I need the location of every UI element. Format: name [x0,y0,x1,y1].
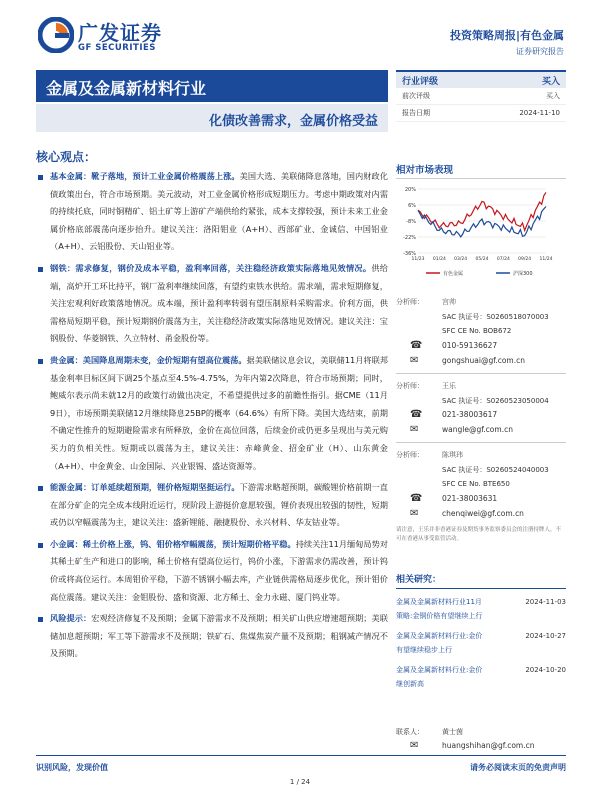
bullet-base-metals [36,168,388,256]
related-item[interactable]: 金属及金属新材料行业11月 策略:金铜价格有望继续上行 2024-11-03 [396,595,566,623]
analyst-phone: ☎ 021-38003631 [410,493,498,504]
report-type: 投资策略周报|有色金属 [449,29,564,42]
company-logo [38,15,188,55]
core-views-title: 核心观点： [36,150,97,164]
bullet-marker-icon [38,617,43,622]
email-icon: ✉ [410,740,419,751]
chart-title: 相对市场表现 [396,165,454,176]
related-research [396,572,566,697]
logo-text-cn: 广发证券 [78,21,162,45]
y-tick-label: -36% [403,251,416,257]
divider [396,373,566,374]
contact-name-line [396,724,566,739]
related-item-date: 2024-10-20 [525,666,566,674]
x-tick-label: 03/24 [454,257,468,262]
core-views-list [36,168,388,667]
page-header [0,0,600,66]
bullet-text: 美国大选、美联储降息落地，国内财政化债政策出台，符合市场预期。美元波动，对工业金属价格形成短期压力。考虑中期政策对内需的持续托底，同时铜精矿、铝土矿等上游矿产端供给约紧张，成本支撑较强，预计未来工业金属价格底部震荡向逐步抬升。建议关注：洛阳钼业（A+H）、西部矿业、金诚信、中国铝业（A+H）、云铝股份、天山铝业等。 [50,171,388,252]
contact-email[interactable]: huangshihan@gf.com.cn [442,741,535,750]
phone-icon: ☎ [410,493,423,504]
analyst-name-line [396,294,566,309]
x-tick-label: 01/24 [432,257,446,262]
rating-row-value: 买入 [546,92,560,100]
email-icon: ✉ [410,424,419,435]
rating-row-label: 报告日期 [402,109,430,117]
analyst-role: 分析师： [396,382,424,390]
contact-role: 联系人： [396,728,424,736]
x-tick-label: 05/24 [475,257,489,262]
bullet-text: 据美联储议息会议，美联储11月将联邦基金利率目标区间下调25个基点至4.5%-4.75%，为年内第2次降息，符合市场预期；同时，鲍威尔表示尚未就12月的政策行动做出决定，不希望提供过多的前瞻性指引。据CME（11月9日），市场预期美联储12月继续降息25BP的概率（64.6%）有所下降。美国大选结束，前期不确定性推升的短期避险需求有所释放，金价在高位回落，后续金价或仍更多呈现出与美元购买力的负相关性。短期或以震荡为主，建议关注：赤峰黄金、招金矿业（H）、山东黄金（A+H）、中金黄金、山金国际、兴业银锡、盛达资源等。 [50,354,388,471]
bullet-minor-metals [36,536,388,606]
license-disclaimer: 请注意，王乐并非香港证券及期货事务监察委员会的注册持牌人，不可在香港从事受监管活动。 [396,527,562,542]
x-tick-label: 11/24 [539,257,553,262]
analyst-name: 宫帅 [442,298,456,306]
related-research-title: 相关研究： [396,572,566,589]
contact-block [396,724,566,754]
logo-mark-icon [38,17,74,53]
contact-email-line[interactable] [396,739,566,754]
bullet-marker-icon [38,486,43,491]
page-number: 1 / 24 [289,778,311,786]
y-tick-label: -22% [403,235,416,241]
bullet-risk [36,610,388,663]
analyst-block [396,294,566,544]
bullet-marker-icon [38,175,43,180]
rating-header-label: 行业评级 [402,76,439,87]
related-item[interactable]: 金属及金属新材料行业:金价 继创新高 2024-10-20 [396,663,566,691]
series-line-nonferrous [418,192,546,230]
email-icon: ✉ [410,355,419,366]
analyst-email[interactable]: ✉ gongshuai@gf.com.cn [410,355,525,366]
report-headline: 化债改善需求，金属价格受益 [36,104,388,132]
bullet-text: 下游需求略超预期，碳酸锂价格前期一直在部分矿企的完全成本线附近运行，现阶段上游挺价意愿较强，锂价表现出较强的韧性，短期或仍以窄幅震荡为主，建议关注：盛新锂能、融捷股份、永兴材料、华友钴业等。 [50,482,388,528]
analyst-sac: SAC 执证号：S0260523050004 [442,397,549,405]
report-subtitle: 证券研究报告 [516,47,564,56]
bullet-lead: 钢铁：需求修复，钢价及成本平稳，盈利率回落，关注稳经济政策实际落地见效情况。 [50,262,372,273]
legend-label: 有色金属 [443,271,464,277]
logo-text-en: GF SECURITIES [78,43,156,53]
x-tick-label: 07/24 [496,257,510,262]
divider [396,442,566,443]
bullet-marker-icon [38,267,43,272]
title-band [36,70,388,132]
relative-performance-chart [396,178,566,282]
bullet-lead: 基本金属：靴子落地，预计工业金属价格震荡上涨。 [50,171,240,181]
bullet-lead: 风险提示： [50,613,92,624]
bullet-lead: 小金属：稀土价格上涨，钨、钼价格窄幅震荡，预计短期价格平稳。 [50,538,296,549]
related-item-date: 2024-11-03 [525,598,566,606]
rating-row-date [396,105,566,122]
x-tick-label: 09/24 [518,257,532,262]
analyst-email[interactable]: ✉ wangle@gf.com.cn [410,424,513,435]
analyst-name: 陈琪玮 [442,451,463,459]
analyst-sfc: SFC CE No. BTE650 [442,480,510,488]
analyst-sfc: SFC CE No. BOB672 [442,327,512,335]
bullet-energy-metals [36,479,388,532]
analyst-sac: SAC 执证号：S0260524040003 [442,466,549,474]
bullet-text: 持续关注11月缅甸局势对其稀土矿生产和进口的影响，稀土价格有望高位运行，钨价小涨，下游需求仍需改善，预计钨价或将高位运行。本周钼价平稳，下游不锈钢小幅去库，产业链供需格局逐步优化，预计钼价高位震荡。建议关注：金钼股份、盛和资源、北方稀土、金力永磁、厦门钨业等。 [50,538,388,602]
phone-icon: ☎ [410,409,423,420]
bullet-marker-icon [38,359,43,364]
analyst-name: 王乐 [442,382,456,390]
related-item-date: 2024-10-27 [525,632,566,640]
x-tick-label: 11/23 [411,257,425,262]
bullet-marker-icon [38,543,43,548]
bullet-steel [36,260,388,348]
phone-icon: ☎ [410,340,423,351]
email-icon: ✉ [410,508,419,519]
rating-row-value: 2024-11-10 [519,109,560,117]
contact-name: 黄士茵 [442,728,463,736]
rating-row-previous [396,88,566,105]
footer-divider [36,755,566,756]
bullet-text: 宏观经济修复不及预期；金属下游需求不及预期；相关矿山供应增速超预期；美联储加息超预期；军工等下游需求不及预期；铁矿石、焦煤焦炭产量不及预期；粗钢减产情况不及预期。 [50,613,388,659]
rating-box [396,70,566,122]
analyst-role: 分析师： [396,298,424,306]
footer-disclaimer: 请务必阅读末页的免责声明 [470,763,566,772]
y-tick-label: 20% [404,187,416,193]
bullet-lead: 能源金属：订单延续超预期，锂价格短期坚挺运行。 [50,482,240,493]
bullet-text: 供给端，高炉开工环比持平，钢厂盈利率继续回落，有望约束铁水供给。需求端，需求短期修复，关注宏观利好政策落地情况。成本端，预计盈利率转弱有望压制原料采购需求。价利方面，供需格局短期平稳，预计短期钢价震荡为主，关注稳经济政策实际落地见效情况。建议关注：宝钢股份、华菱钢铁、久立特材、甬金股份等。 [50,262,388,344]
report-title: 金属及金属新材料行业 [36,70,388,102]
y-tick-label: -8% [406,219,416,225]
bullet-precious-metals [36,352,388,475]
analyst-sac: SAC 执证号：S0260518070003 [442,313,549,321]
y-tick-label: 6% [408,203,416,209]
analyst-phone: ☎ 021-38003617 [410,409,498,420]
series-line-csi300 [418,207,546,237]
analyst-phone: ☎ 010-59136627 [410,340,498,351]
analyst-role: 分析师： [396,451,424,459]
chart-svg [396,185,566,281]
analyst-email[interactable]: ✉ chenqiwei@gf.com.cn [410,508,524,519]
rating-header-value: 买入 [541,76,560,87]
footer-slogan: 识别风险，发现价值 [36,763,108,772]
related-item[interactable]: 金属及金属新材料行业:金价 有望继续稳步上行 2024-10-27 [396,629,566,657]
bullet-lead: 贵金属：美国降息周期未变，金价短期有望高位震荡。 [50,354,247,365]
legend-label: 沪深300 [513,271,533,277]
rating-row-label: 前次评级 [402,92,430,100]
analyst-name-line [396,378,566,393]
rating-header [396,70,566,88]
analyst-name-line [396,447,566,462]
